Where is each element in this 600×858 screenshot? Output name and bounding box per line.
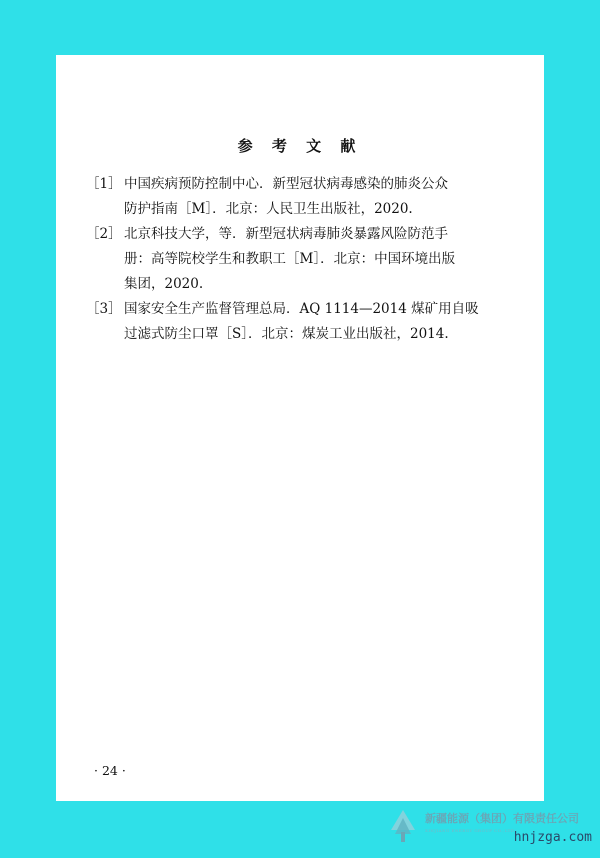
reference-line: 册：高等院校学生和教职工［M］．北京：中国环境出版	[124, 251, 456, 267]
reference-line: 中国疾病预防控制中心．新型冠状病毒感染的肺炎公众	[124, 176, 448, 192]
reference-list	[86, 172, 506, 347]
company-logo-icon	[387, 808, 419, 844]
reference-number: ［3］	[86, 301, 122, 317]
reference-line: 国家安全生产监督管理总局．AQ 1114—2014 煤矿用自吸	[124, 301, 479, 317]
reference-number: ［2］	[86, 226, 122, 242]
reference-item	[86, 172, 506, 222]
reference-item	[86, 222, 506, 297]
watermark	[387, 804, 592, 852]
reference-line: 防护指南［M］．北京：人民卫生出版社，2020.	[124, 201, 413, 217]
reference-item	[86, 297, 506, 347]
document-page	[56, 55, 544, 801]
reference-line: 过滤式防尘口罩［S］．北京：煤炭工业出版社，2014.	[124, 326, 449, 342]
reference-line: 北京科技大学，等．新型冠状病毒肺炎暴露风险防范手	[124, 226, 448, 242]
watermark-company: 新疆能源（集团）有限责任公司	[425, 812, 579, 825]
page-number: · 24 ·	[94, 763, 126, 778]
page-title: 参 考 文 献	[237, 137, 363, 155]
reference-line: 集团，2020.	[124, 276, 204, 292]
watermark-subtitle: XINJIANG ENERGY GROUP CO.,LTD	[425, 828, 515, 833]
reference-number: ［1］	[86, 176, 122, 192]
watermark-domain: hnjzga.com	[513, 830, 592, 845]
